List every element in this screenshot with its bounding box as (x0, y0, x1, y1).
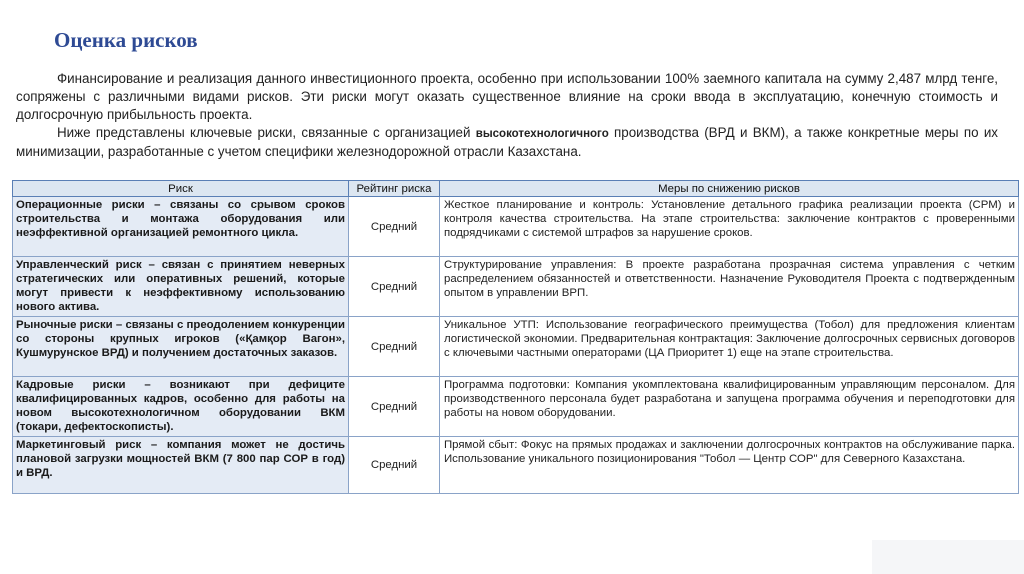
header-risk: Риск (13, 181, 349, 197)
table-header-row (13, 181, 1019, 197)
risk-cell: Управленческий риск – связан с принятием неверных стратегических или оперативных решений, которые могут привести к неэффективному использованию нового актива. (13, 257, 349, 317)
risk-cell: Операционные риски – связаны со срывом сроков строительства и монтажа оборудования или неэффективной организацией ремонтного цикла. (13, 197, 349, 257)
table-row (13, 257, 1019, 317)
intro-p2-bold: высокотехнологичного (475, 128, 609, 140)
measures-cell: Уникальное УТП: Использование географического преимущества (Тобол) для предложения клиентам логистической экономии. Предварительная контрактация: Заключение долгосрочных сервисных договоров с ключевыми частными операторами (ЦА Приоритет 1) еще на этапе строительства. (440, 317, 1019, 377)
risk-cell: Рыночные риски – связаны с преодолением конкуренции со стороны крупных игроков («Қамқор Вагон», Кушмурунское ВРД) и получением достаточных заказов. (13, 317, 349, 377)
rating-cell: Средний (349, 317, 440, 377)
rating-cell: Средний (349, 437, 440, 494)
table-row (13, 377, 1019, 437)
intro-p2-end: производства (ВРД и ВКМ), а также конкретные меры по их минимизации, разработанные с учетом специфики железнодорожной отрасли Казахстана. (16, 125, 998, 159)
rating-cell: Средний (349, 257, 440, 317)
header-measures: Меры по снижению рисков (440, 181, 1019, 197)
header-rating: Рейтинг риска (349, 181, 440, 197)
table-row (13, 437, 1019, 494)
rating-cell: Средний (349, 377, 440, 437)
measures-cell: Жесткое планирование и контроль: Установление детального графика реализации проекта (СРМ) и контроля качества строительства. На этапе строительства: заключение контрактов с проверенными подрядчиками с системой штрафов за нарушение сроков. (440, 197, 1019, 257)
intro-paragraph-2 (16, 124, 998, 161)
rating-cell: Средний (349, 197, 440, 257)
risk-cell: Кадровые риски – возникают при дефиците квалифицированных кадров, особенно для работы на новом высокотехнологичном оборудовании ВКМ (токари, дефектоскописты). (13, 377, 349, 437)
intro-paragraph-1: Финансирование и реализация данного инвестиционного проекта, особенно при использовании 100% заемного капитала на сумму 2,487 млрд тенге, сопряжены с различными видами рисков. Эти риски могут оказать существенное влияние на сроки ввода в эксплуатацию, конечную стоимость и долгосрочную прибыльность проекта. (16, 71, 998, 122)
intro-text (16, 70, 998, 161)
measures-cell: Структурирование управления: В проекте разработана прозрачная система управления с четким распределением обязанностей и ответственности. Назначение Руководителя Проекта с подтвержденным опытом в управлении ВРП. (440, 257, 1019, 317)
risk-table (12, 180, 1019, 494)
measures-cell: Прямой сбыт: Фокус на прямых продажах и заключении долгосрочных контрактов на обслуживание парка. Использование уникального позиционирования "Тобол — Центр СОР" для Северного Казахстана. (440, 437, 1019, 494)
risk-cell: Маркетинговый риск – компания может не достичь плановой загрузки мощностей ВКМ (7 800 пар СОР в год) и ВРД. (13, 437, 349, 494)
measures-cell: Программа подготовки: Компания укомплектована квалифицированным управляющим персоналом. Для производственного персонала будет разработана и запущена программа обучения и переподготовки для работы на новом оборудовании. (440, 377, 1019, 437)
table-row (13, 197, 1019, 257)
intro-p2-start: Ниже представлены ключевые риски, связанные с организацией (57, 125, 476, 140)
table-row (13, 317, 1019, 377)
page-title: Оценка рисков (54, 28, 198, 52)
corner-placeholder (872, 540, 1024, 574)
